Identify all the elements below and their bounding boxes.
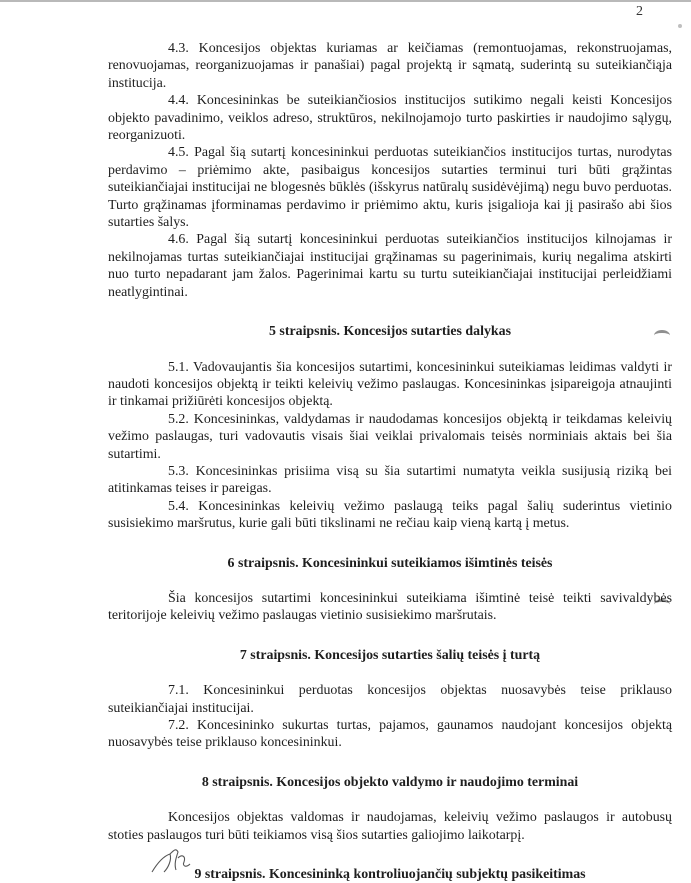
article-6-heading: 6 straipsnis. Koncesininkui suteikiamos išimtinės teisės: [227, 555, 553, 571]
article-9-heading: 9 straipsnis. Koncesininką kontroliuojančių subjektų pasikeitimas: [194, 867, 586, 883]
signature-mark: [150, 848, 210, 874]
document-body: [108, 40, 672, 883]
paragraph-4-5: 4.5. Pagal šią sutartį koncesininkui perduotas suteikiančios institucijos turtas, nurodytas perdavimo – priėmimo akte, pasibaigus koncesijos sutarties terminui turi būti grąžintas suteikiančiajai institucijai ne blogesnės būklės (išskyrus natūralų susidėvėjimą) negu buvo perduotas. Turto grąžinamas įforminamas perdavimo ir priėmimo aktu, kuris įsigalioja kai jį pasirašo abi šios sutarties šalys.: [108, 145, 672, 231]
paragraph-7-1: 7.1. Koncesininkui perduotas koncesijos objektas nuosavybės teise priklauso suteikiančiajai institucijai.: [108, 683, 672, 716]
paragraph-4-6: 4.6. Pagal šią sutartį koncesininkui perduotas suteikiančios institucijos kilnojamas ir nekilnojamas turtas suteikiančiajai institucijai grąžinamas su pagerinimais, kurių negalima atskirti nuo turto nepadarant jam žalos. Pagerinimai kartu su turtu suteikiančiajai institucijai perleidžiami neatlygintinai.: [108, 232, 672, 300]
article-7-heading: 7 straipsnis. Koncesijos sutarties šalių teisės į turtą: [239, 647, 541, 663]
paragraph-4-3: 4.3. Koncesijos objektas kuriamas ar keičiamas (remontuojamas, rekonstruojamas, renovuojamas, reorganizuojamas ir panašiai) pagal projektą ir sąmatą, suderintą su suteikiančiąja institucija.: [108, 41, 672, 91]
paragraph-4-4: 4.4. Koncesininkas be suteikiančiosios institucijos sutikimo negali keisti Koncesijos objekto pavadinimo, veiklos adreso, struktūros, nekilnojamojo turto paskirties ir naudojimo sąlygų, reorganizuoti.: [108, 93, 672, 144]
paragraph-5-3: 5.3. Koncesininkas prisiima visą su šia sutartimi numatyta veikla susijusią riziką bei atitinkamas teises ir pareigas.: [108, 463, 672, 497]
paragraph-7-2: 7.2. Koncesininko sukurtas turtas, pajamos, gaunamos naudojant koncesijos objektą nuosavybės teise priklauso koncesininkui.: [108, 718, 672, 751]
paragraph-6: Šia koncesijos sutartimi koncesininkui suteikiama išimtinė teisė teikti savivaldybės teritorijoje keleivių vežimo paslaugas vietinio susisiekimo maršrutais.: [108, 590, 672, 624]
paragraph-5-1: 5.1. Vadovaujantis šia koncesijos sutartimi, koncesininkui suteikiamas leidimas valdyti ir naudoti koncesijos objektą ir teikti keleivių vežimo paslaugas. Koncesininkas įsipareigoja atnaujinti ir tinkamai prižiūrėti koncesijos objektą.: [108, 359, 672, 410]
page-top-border: [0, 0, 691, 2]
scan-speck: [678, 24, 682, 28]
article-8-heading: 8 straipsnis. Koncesijos objekto valdymo ir naudojimo terminai: [201, 774, 579, 790]
paragraph-5-4: 5.4. Koncesininkas keleivių vežimo paslaugą teiks pagal šalių suderintus vietinio susisiekimo maršrutus, kurie gali būti tikslinami ne rečiau kaip vieną kartą į metus.: [108, 498, 672, 532]
article-5-heading: 5 straipsnis. Koncesijos sutarties dalykas: [269, 324, 511, 340]
paragraph-8: Koncesijos objektas valdomas ir naudojamas, keleivių vežimo paslaugos ir autobusų stoties paslaugos turi būti teikiamos visą šios sutarties galiojimo laikotarpį.: [108, 810, 672, 843]
page-number: 2: [636, 4, 643, 19]
paragraph-5-2: 5.2. Koncesininkas, valdydamas ir naudodamas koncesijos objektą ir teikdamas keleivių vežimo paslaugas, turi vadovautis visais šiai veiklai privalomais teisės norminiais aktais bei šia sutartimi.: [108, 411, 672, 462]
